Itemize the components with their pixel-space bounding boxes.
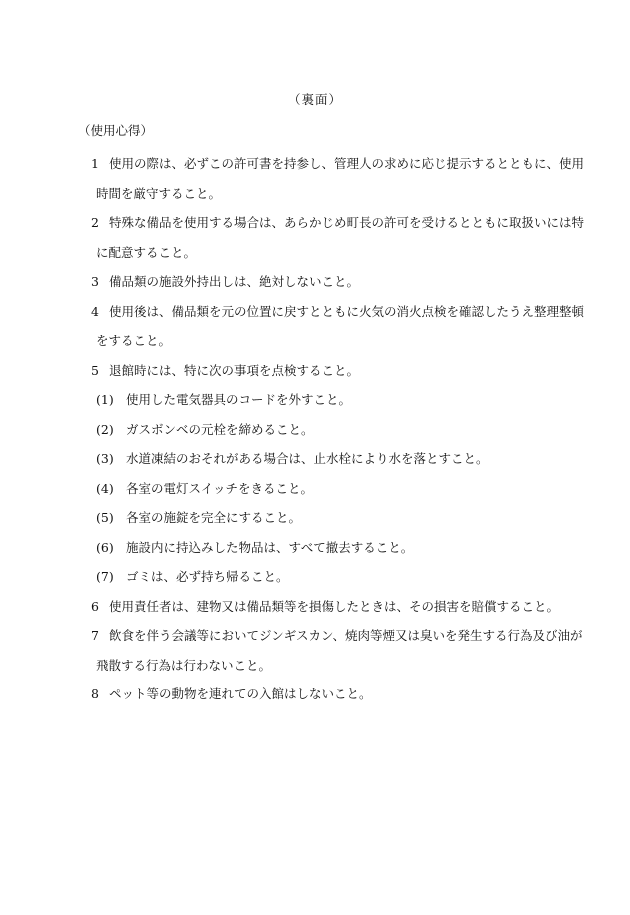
subitem-text: 各室の施錠を完全にすること。 xyxy=(126,510,302,525)
subitem-number: (3) xyxy=(96,451,114,466)
subitem-text: 施設内に持込みした物品は、すべて撤去すること。 xyxy=(126,539,414,555)
subitem-7 xyxy=(0,562,630,592)
rule-number: 1 xyxy=(91,156,99,171)
page-side-label: （裏面） xyxy=(287,92,342,107)
rule-text-line1: ペット等の動物を連れての入館はしないこと。 xyxy=(109,686,372,701)
subitem-4 xyxy=(0,474,630,504)
rules-list xyxy=(0,149,630,708)
subitem-number: (5) xyxy=(96,510,114,525)
rule-text-line1: 備品類の施設外持出しは、絶対しないこと。 xyxy=(109,274,360,289)
subitem-3 xyxy=(0,444,630,474)
rule-item-7 xyxy=(0,621,630,680)
subitem-6 xyxy=(0,533,630,563)
rule-text-line2: 飛散する行為は行わないこと。 xyxy=(96,657,272,673)
rule-item-1 xyxy=(0,149,630,208)
subitem-number: (7) xyxy=(96,569,114,584)
subitem-text: 使用した電気器具のコードを外すこと。 xyxy=(126,392,352,407)
rule-text-line2: 時間を厳守すること。 xyxy=(96,185,222,201)
rule-number: 2 xyxy=(91,215,99,230)
subitem-text: 各室の電灯スイッチをきること。 xyxy=(126,480,314,496)
subitem-text: 水道凍結のおそれがある場合は、止水栓により水を落とすこと。 xyxy=(126,451,489,466)
subitem-2 xyxy=(0,415,630,445)
subitem-text: ガスボンベの元栓を締めること。 xyxy=(126,421,314,437)
rule-item-3 xyxy=(0,267,630,297)
rule-text-line1: 使用責任者は、建物又は備品類等を損傷したときは、その損害を賠償すること。 xyxy=(109,598,560,614)
rule-text-line2: をすること。 xyxy=(96,333,172,348)
rule-text-line1: 特殊な備品を使用する場合は、あらかじめ町長の許可を受けるとともに取扱いには特 xyxy=(109,215,585,230)
rule-text-line1: 退館時には、特に次の事項を点検すること。 xyxy=(109,362,360,378)
subitem-1 xyxy=(0,385,630,415)
rule-number: 7 xyxy=(91,628,99,643)
rule-item-5 xyxy=(0,356,630,386)
rule-item-6 xyxy=(0,592,630,622)
rule-number: 5 xyxy=(91,362,99,378)
rule-text-line1: 飲食を伴う会議等においてジンギスカン、焼肉等煙又は臭いを発生する行為及び油が xyxy=(109,628,583,643)
subitem-5 xyxy=(0,503,630,533)
subitem-number: (4) xyxy=(96,480,114,496)
rule-number: 4 xyxy=(91,303,99,319)
rule-number: 3 xyxy=(91,274,99,289)
section-title: （使用心得） xyxy=(78,123,154,138)
rule-item-2 xyxy=(0,208,630,267)
rule-text-line1: 使用の際は、必ずこの許可書を持参し、管理人の求めに応じ提示するとともに、使用 xyxy=(109,156,585,171)
subitem-number: (1) xyxy=(96,392,114,407)
rule-text-line1: 使用後は、備品類を元の位置に戻すとともに火気の消火点検を確認したうえ整理整頓 xyxy=(109,303,585,319)
subitem-number: (6) xyxy=(96,539,114,555)
rule-item-4 xyxy=(0,297,630,356)
rule-item-8 xyxy=(0,680,630,708)
rule-number: 8 xyxy=(91,686,99,701)
subitem-text: ゴミは、必ず持ち帰ること。 xyxy=(126,569,289,584)
rule-number: 6 xyxy=(91,598,99,614)
subitem-number: (2) xyxy=(96,421,114,437)
rule-text-line2: に配意すること。 xyxy=(96,244,197,260)
